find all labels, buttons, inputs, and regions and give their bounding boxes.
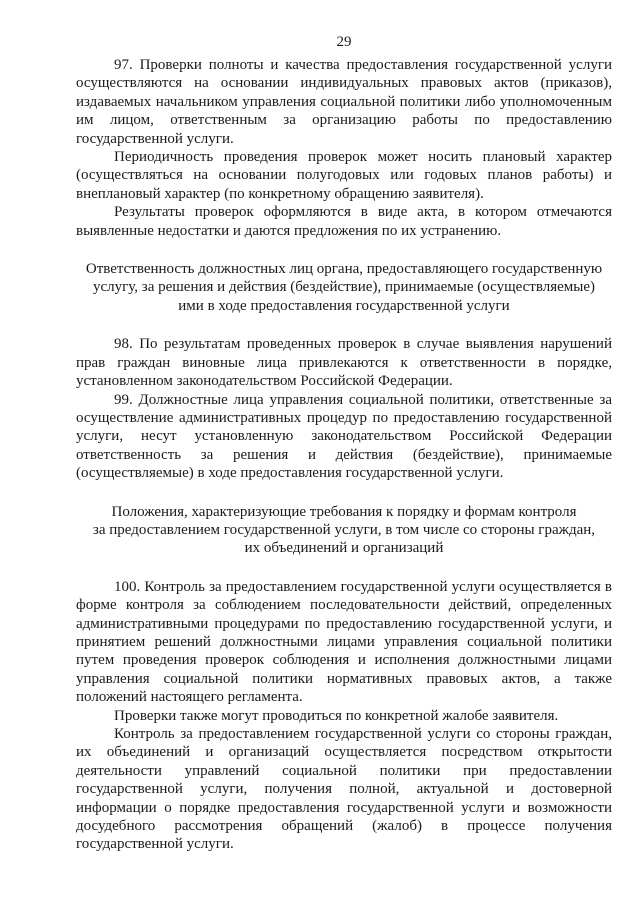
spacer [76,240,612,260]
spacer [76,315,612,335]
paragraph-99: 99. Должностные лица управления социальной политики, ответственные за осуществление административных процедур по предоставлению государственной услуги, несут установленную законодательством Российской Федерации ответственность за решения и действия (бездействие), принимаемые (осуществляемые) в ходе предоставления государственной услуги. [76,391,612,482]
paragraph-100: 100. Контроль за предоставлением государственной услуги осуществляется в форме контроля за соблюдением последовательности действий, определенных административными процедурами по предоставлению государственной услуги, и принятием решений должностными лицами управления социальной политики путем проведения проверок соблюдения и исполнения должностными лицами управления социальной политики нормативных правовых актов, а также положений настоящего регламента. [76,578,612,706]
paragraph-complaint-checks: Проверки также могут проводиться по конкретной жалобе заявителя. [114,707,559,724]
heading-line: услугу, за решения и действия (бездействие), принимаемые (осуществляемые) [92,279,596,296]
paragraph-public-control: Контроль за предоставлением государственной услуги со стороны граждан, их объединений и организаций осуществляется посредством открытости деятельности управлений социальной политики при предоставлении государственной услуги, получения полной, актуальной и достоверной информации о порядке предоставления государственной услуги и возможности досудебного рассмотрения обращений (жалоб) в процессе получения государственной услуги. [76,726,612,853]
spacer [76,558,612,578]
heading-line: их объединений и организаций [244,540,444,557]
section-heading-control [76,503,612,558]
document-body [76,56,612,854]
heading-line: Положения, характеризующие требования к порядку и формам контроля [111,503,577,520]
heading-line: ими в ходе предоставления государственной услуги [178,297,510,314]
paragraph-inspection-results: Результаты проверок оформляются в виде акта, в котором отмечаются выявленные недостатки и даются предложения по их устранению. [76,204,612,239]
paragraph-97: 97. Проверки полноты и качества предоставления государственной услуги осуществляются на основании индивидуальных правовых актов (приказов), издаваемых начальником управления социальной политики либо уполномоченным им лицом, ответственным за организацию работы по предоставлению государственной услуги. [76,57,612,147]
heading-line: за предоставлением государственной услуги, в том числе со стороны граждан, [92,521,596,538]
page-number: 29 [336,34,352,50]
spacer [76,483,612,503]
heading-line: Ответственность должностных лиц органа, предоставляющего государственную [85,261,603,278]
paragraph-inspection-frequency: Периодичность проведения проверок может носить плановый характер (осуществляться на основании полугодовых или годовых планов работы) и внеплановый характер (по конкретному обращению заявителя). [76,149,612,202]
paragraph-98: 98. По результатам проведенных проверок в случае выявления нарушений прав граждан виновные лица привлекаются к ответственности в порядке, установленном законодательством Российской Федерации. [76,336,612,390]
section-heading-responsibility [76,260,612,315]
